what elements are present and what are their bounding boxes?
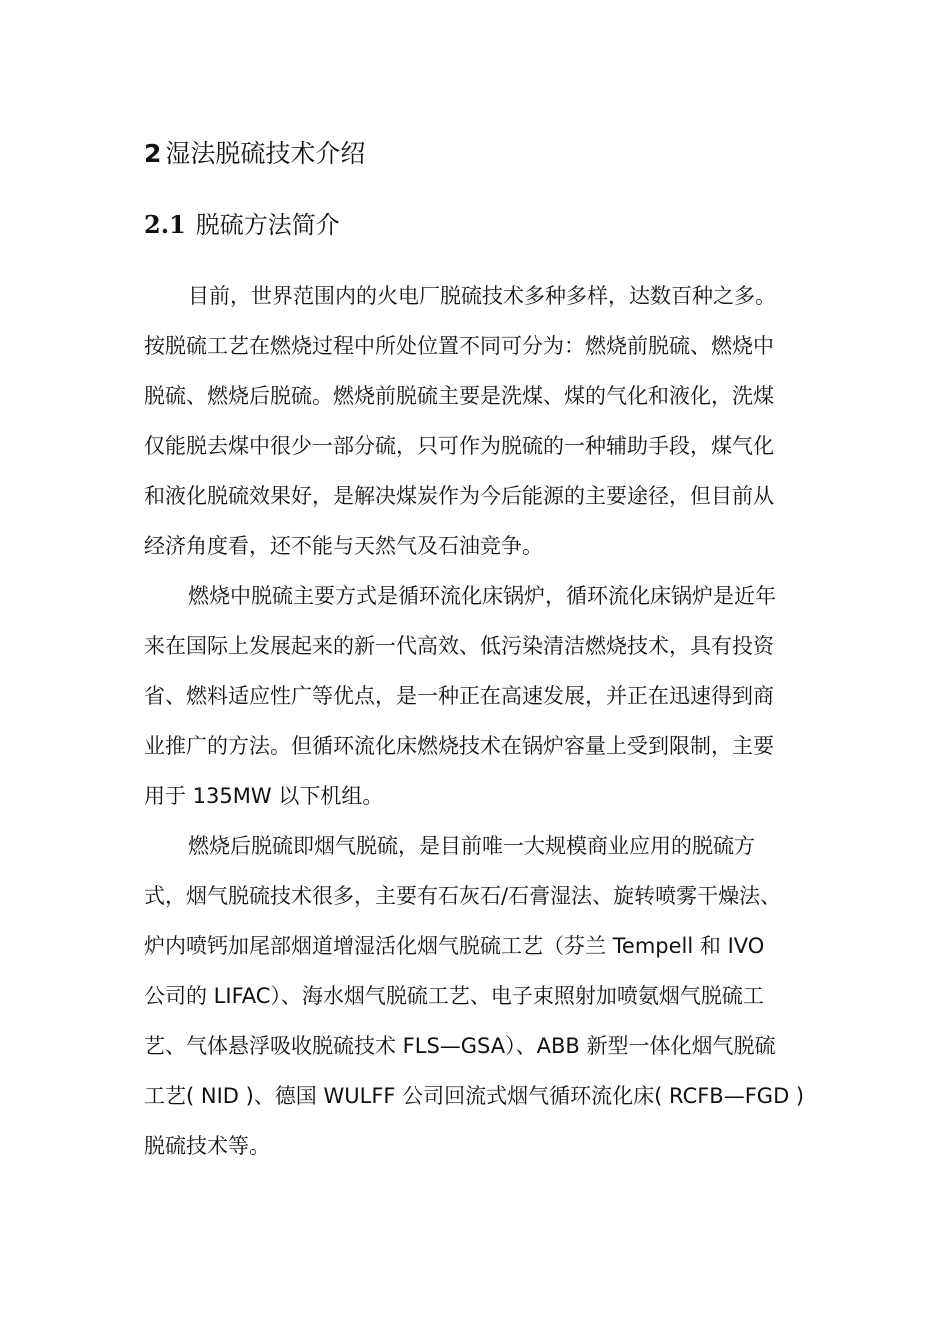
paragraph-line: 省、燃料适应性广等优点，是一种正在高速发展，并正在迅速得到商 (144, 684, 774, 708)
subsection-number: 2.1 (144, 210, 186, 239)
paragraph-line: 用于 135MW 以下机组。 (144, 784, 384, 808)
paragraph-line: 工艺( NID )、德国 WULFF 公司回流式烟气循环流化床( RCFB—FGD ) (144, 1084, 805, 1108)
paragraph-2 (144, 571, 816, 821)
subsection-title: 脱硫方法简介 (195, 211, 340, 239)
paragraph-line: 公司的 LIFAC）、海水烟气脱硫工艺、电子束照射加喷氨烟气脱硫工 (144, 984, 764, 1008)
paragraph-line: 来在国际上发展起来的新一代高效、低污染清洁燃烧技术，具有投资 (144, 634, 774, 658)
paragraph-line: 炉内喷钙加尾部烟道增湿活化烟气脱硫工艺（芬兰 Tempell 和 IVO (144, 934, 765, 958)
paragraph-line: 燃烧中脱硫主要方式是循环流化床锅炉，循环流化床锅炉是近年 (188, 584, 776, 608)
paragraph-line: 和液化脱硫效果好，是解决煤炭作为今后能源的主要途径，但目前从 (144, 484, 774, 508)
section-title: 湿法脱硫技术介绍 (165, 139, 366, 168)
paragraph-line: 脱硫、燃烧后脱硫。燃烧前脱硫主要是洗煤、煤的气化和液化，洗煤 (144, 384, 774, 408)
paragraph-1 (144, 271, 816, 571)
paragraph-line: 经济角度看，还不能与天然气及石油竞争。 (144, 534, 543, 558)
paragraph-line: 目前，世界范围内的火电厂脱硫技术多种多样，达数百种之多。 (188, 284, 776, 308)
section-number: 2 (144, 139, 162, 168)
paragraph-line: 业推广的方法。但循环流化床燃烧技术在锅炉容量上受到限制，主要 (144, 734, 774, 758)
paragraph-line: 燃烧后脱硫即烟气脱硫，是目前唯一大规模商业应用的脱硫方 (188, 834, 755, 858)
paragraph-line: 艺、气体悬浮吸收脱硫技术 FLS—GSA）、ABB 新型一体化烟气脱硫 (144, 1034, 776, 1058)
paragraph-line: 按脱硫工艺在燃烧过程中所处位置不同可分为：燃烧前脱硫、燃烧中 (144, 334, 774, 358)
paragraph-line: 脱硫技术等。 (144, 1134, 270, 1158)
paragraph-3 (144, 821, 816, 1171)
subsection-heading (144, 208, 340, 242)
section-heading (144, 136, 365, 172)
paragraph-line: 式，烟气脱硫技术很多，主要有石灰石/石膏湿法、旋转喷雾干燥法、 (144, 884, 782, 908)
paragraph-line: 仅能脱去煤中很少一部分硫，只可作为脱硫的一种辅助手段，煤气化 (144, 434, 774, 458)
